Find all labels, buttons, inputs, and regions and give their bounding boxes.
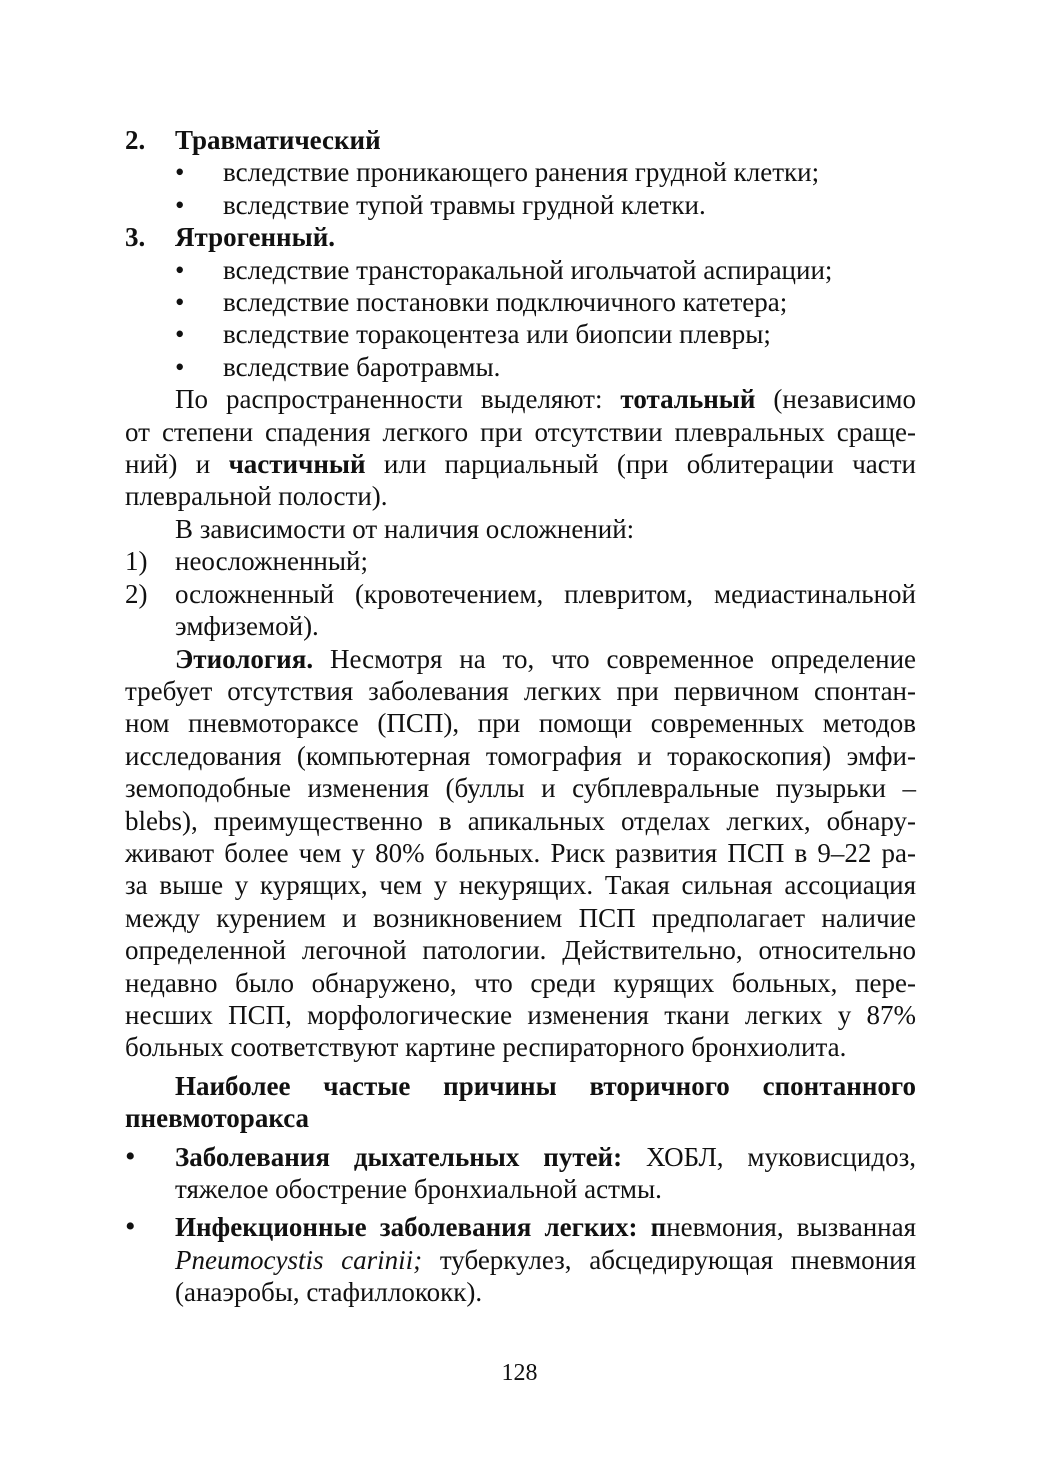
paragraph-line: исследования (компьютерная томография и торакоскопия) эмфи- [125, 740, 916, 771]
text-run: Несмотря на то, что современное определение [313, 643, 916, 674]
bullet-line: тяжелое обострение бронхиальной астмы. [175, 1174, 662, 1204]
bullet-icon: • [175, 254, 185, 285]
text-run: ХОБЛ, муковисцидоз, [622, 1141, 916, 1172]
bullet-line: (анаэробы, стафиллококк). [175, 1277, 483, 1308]
list-title: Ятрогенный. [175, 222, 335, 253]
list-item-traumatic [125, 124, 916, 156]
bullet-text: вследствие баротравмы. [223, 351, 501, 382]
bullet-line [175, 1244, 916, 1276]
bullet-icon: • [175, 319, 185, 350]
paragraph-line: от степени спадения легкого при отсутствии плевральных сраще- [125, 416, 916, 447]
section-heading [125, 1070, 916, 1102]
list-item-iatrogenic [125, 221, 916, 253]
ordered-list-item [125, 545, 916, 577]
text-run: (независимо [755, 384, 916, 415]
paragraph-line: между курением и возникновением ПСП предполагает наличие [125, 902, 916, 933]
bold-term: Этиология. [175, 643, 314, 674]
bold-term: тотальный [620, 384, 756, 415]
bullet-text: вследствие постановки подключичного катетера; [223, 287, 788, 318]
bullet-icon: • [175, 157, 185, 188]
paragraph-line [125, 643, 916, 675]
text-run: ний) и [125, 449, 229, 480]
paragraph-line: blebs), преимущественно в апикальных отделах легких, обнару- [125, 805, 916, 836]
paragraph-line: земоподобные изменения (буллы и субплевральные пузырьки – [125, 773, 916, 804]
list-number: 1) [125, 546, 148, 577]
bullet-text: вследствие трансторакальной игольчатой аспирации; [223, 254, 833, 285]
italic-term: Pneumocystis carinii; [175, 1244, 423, 1275]
list-title: Травматический [175, 125, 381, 155]
paragraph-line: несших ПСП, морфологические изменения ткани легких у 87% [125, 999, 916, 1030]
list-line: осложненный (кровотечением, плевритом, медиастинальной [175, 578, 916, 609]
bullet-text [175, 1211, 916, 1308]
section-heading [125, 1102, 916, 1134]
paragraph-line: недавно было обнаружено, что среди курящих больных, пере- [125, 967, 916, 998]
bold-term: Инфекционные заболевания легких: п [175, 1212, 667, 1243]
bold-term: частичный [228, 449, 366, 480]
bullet-text: вследствие проникающего ранения грудной клетки; [223, 157, 820, 188]
paragraph-line: В зависимости от наличия осложнений: [175, 513, 635, 544]
cause-bullet [125, 1141, 916, 1206]
heading-text: пневмоторакса [125, 1103, 310, 1134]
list-number: 2. [125, 125, 146, 155]
bullet-icon: • [175, 189, 185, 220]
paragraph-line: ном пневмотораксе (ПСП), при помощи современных методов [125, 708, 916, 739]
paragraph-line: плевральной полости). [125, 481, 388, 512]
bullet-item [125, 189, 916, 221]
ordered-list-item [125, 578, 916, 643]
bullet-item [125, 254, 916, 286]
bullet-text [175, 1141, 916, 1206]
list-text: неосложненный; [175, 546, 368, 577]
paragraph-line: за выше у курящих, чем у некурящих. Такая сильная ассоциация [125, 870, 916, 901]
paragraph-line [125, 383, 916, 415]
bullet-icon: • [125, 1210, 136, 1244]
page-content [125, 124, 916, 1309]
text-run: туберкулез, абсцедирующая пневмония [422, 1244, 916, 1275]
bullet-text: вследствие торакоцентеза или биопсии плевры; [223, 319, 771, 350]
list-line: эмфиземой). [175, 611, 319, 642]
bullet-item [125, 351, 916, 383]
cause-bullet [125, 1211, 916, 1308]
text-run: невмония, вызванная [666, 1212, 916, 1243]
paragraph-line: живают более чем у 80% больных. Риск развития ПСП в 9–22 ра- [125, 837, 916, 868]
bullet-item [125, 286, 916, 318]
paragraph-line [125, 448, 916, 480]
bullet-icon: • [125, 1139, 136, 1173]
bullet-text: вследствие тупой травмы грудной клетки. [223, 189, 706, 220]
paragraph-line: больных соответствуют картине респираторного бронхиолита. [125, 1032, 847, 1063]
bullet-icon: • [175, 287, 185, 318]
list-number: 2) [125, 578, 148, 609]
list-text [175, 578, 916, 643]
heading-text: Наиболее частые причины вторичного спонтанного [175, 1070, 916, 1101]
paragraph-line: определенной легочной патологии. Действительно, относительно [125, 935, 916, 966]
list-number: 3. [125, 222, 146, 253]
bullet-item [125, 318, 916, 350]
page-number: 128 [501, 1360, 538, 1386]
text-run: По распространенности выделяют: [175, 384, 621, 415]
bullet-item [125, 156, 916, 188]
bold-term: Заболевания дыхательных путей: [175, 1141, 623, 1172]
bullet-icon: • [175, 351, 185, 382]
bullet-line [175, 1141, 916, 1173]
text-run: или парциальный (при облитерации части [365, 449, 916, 480]
bullet-line [175, 1211, 916, 1243]
paragraph-line: требует отсутствия заболевания легких при первичном спонтан- [125, 675, 916, 706]
